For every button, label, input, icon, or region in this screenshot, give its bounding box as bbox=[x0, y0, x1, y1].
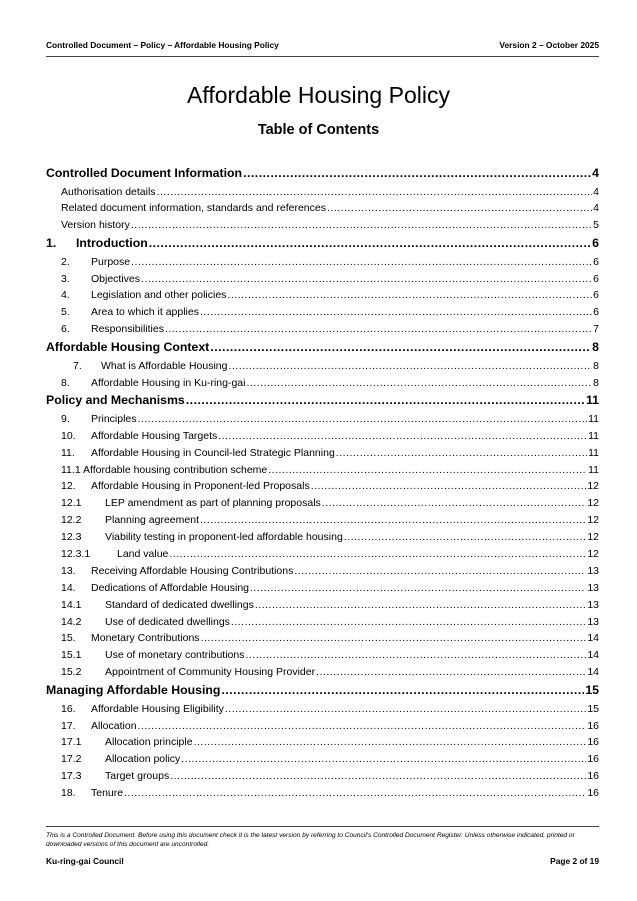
toc-entry[interactable] bbox=[46, 304, 599, 321]
header-document-title: Controlled Document – Policy – Affordable Housing Policy bbox=[46, 40, 279, 50]
toc-entry-number: 16. bbox=[61, 702, 76, 715]
toc-entry-page: 6 bbox=[593, 255, 599, 268]
toc-dot-leader bbox=[186, 391, 585, 411]
toc-entry[interactable] bbox=[46, 664, 599, 681]
toc-entry-label: Version history bbox=[61, 219, 130, 232]
toc-entry-label: Allocation bbox=[91, 719, 137, 732]
toc-entry-page: 4 bbox=[592, 166, 599, 180]
toc-entry-label: 11.1 Affordable housing contribution scheme bbox=[61, 463, 268, 476]
toc-dot-leader bbox=[268, 462, 587, 479]
toc-entry[interactable] bbox=[46, 462, 599, 479]
toc-entry[interactable] bbox=[46, 478, 599, 495]
toc-entry-page: 11 bbox=[588, 412, 599, 425]
toc-entry-number: 8. bbox=[61, 376, 70, 389]
toc-entry[interactable] bbox=[46, 495, 599, 512]
toc-heading: Table of Contents bbox=[257, 122, 380, 138]
toc-entry-page: 4 bbox=[593, 202, 599, 215]
toc-entry-label: Affordable Housing in Proponent-led Proposals bbox=[91, 480, 310, 493]
toc-entry[interactable] bbox=[46, 445, 599, 462]
toc-entry-label: Purpose bbox=[91, 255, 131, 268]
toc-entry-page: 6 bbox=[593, 272, 599, 285]
toc-entry-page: 11 bbox=[588, 429, 599, 442]
toc-entry-page: 4 bbox=[593, 185, 599, 198]
toc-entry-label: Affordable Housing Context bbox=[46, 340, 210, 355]
toc-entry-page: 14 bbox=[587, 666, 599, 679]
toc-entry-number: 17.3 bbox=[61, 770, 82, 783]
toc-entry-page: 16 bbox=[587, 787, 599, 800]
footer-organisation: Ku-ring-gai Council bbox=[46, 856, 124, 866]
toc-entry-page: 16 bbox=[587, 736, 599, 749]
toc-entry[interactable] bbox=[46, 321, 599, 338]
header-version: Version 2 – October 2025 bbox=[499, 40, 599, 50]
toc-entry[interactable] bbox=[46, 217, 599, 234]
toc-entry-label: What is Affordable Housing bbox=[101, 359, 228, 372]
toc-entry[interactable] bbox=[46, 630, 599, 647]
toc-entry-number: 17.2 bbox=[61, 753, 82, 766]
toc-entry[interactable] bbox=[46, 580, 599, 597]
toc-dot-leader bbox=[194, 734, 587, 751]
toc-entry[interactable] bbox=[46, 287, 599, 304]
toc-entry[interactable] bbox=[46, 597, 599, 614]
toc-dot-leader bbox=[218, 428, 587, 445]
toc-entry-page: 5 bbox=[593, 219, 599, 232]
toc-entry-label: LEP amendment as part of planning proposals bbox=[105, 497, 321, 510]
toc-dot-leader bbox=[221, 681, 584, 701]
toc-entry-page: 8 bbox=[593, 376, 599, 389]
toc-entry-number: 18. bbox=[61, 787, 76, 800]
toc-entry-number: 10. bbox=[61, 429, 76, 442]
toc-entry-label: Affordable Housing in Council-led Strategic Planning bbox=[91, 446, 335, 459]
toc-dot-leader bbox=[157, 184, 593, 201]
toc-dot-leader bbox=[311, 478, 587, 495]
toc-entry-number: 12.3.1 bbox=[61, 548, 91, 561]
toc-dot-leader bbox=[200, 304, 592, 321]
toc-dot-leader bbox=[227, 287, 592, 304]
toc-entry-page: 13 bbox=[587, 581, 599, 594]
toc-entry-number: 15.1 bbox=[61, 649, 82, 662]
toc-dot-leader bbox=[250, 580, 586, 597]
toc-dot-leader bbox=[200, 512, 586, 529]
toc-dot-leader bbox=[149, 234, 591, 254]
toc-entry-page: 13 bbox=[587, 615, 599, 628]
toc-entry-page: 13 bbox=[587, 598, 599, 611]
toc-entry-page: 11 bbox=[588, 463, 599, 476]
toc-entry-page: 16 bbox=[587, 753, 599, 766]
toc-entry-number: 4. bbox=[61, 289, 70, 302]
toc-dot-leader bbox=[169, 546, 586, 563]
toc-entry-number: 7. bbox=[73, 359, 82, 372]
toc-entry-label: Use of dedicated dwellings bbox=[105, 615, 230, 628]
toc-entry-label: Affordable Housing Eligibility bbox=[91, 702, 224, 715]
toc-dot-leader bbox=[138, 718, 587, 735]
toc-entry-page: 6 bbox=[593, 306, 599, 319]
toc-entry[interactable] bbox=[46, 411, 599, 428]
toc-entry-number: 12. bbox=[61, 480, 76, 493]
toc-entry-page: 15 bbox=[587, 702, 599, 715]
toc-entry-label: Viability testing in proponent-led affordable housing bbox=[105, 531, 343, 544]
toc-entry-page: 8 bbox=[593, 359, 599, 372]
toc-dot-leader bbox=[210, 338, 591, 358]
toc-entry-number: 17.1 bbox=[61, 736, 82, 749]
toc-entry-label: Planning agreement bbox=[105, 514, 199, 527]
controlled-document-notice: This is a Controlled Document. Before using this document check it is the latest version by referring to Council's Controlled Document Register. Unless otherwise indicated, printed or downloaded versions of this document are uncontrolled. bbox=[46, 826, 599, 849]
toc-entry-page: 13 bbox=[587, 564, 599, 577]
toc-entry[interactable] bbox=[46, 375, 599, 392]
toc-entry-label: Monetary Contributions bbox=[91, 632, 200, 645]
toc-entry[interactable] bbox=[46, 254, 599, 271]
toc-dot-leader bbox=[141, 271, 592, 288]
toc-entry-number: 12.3 bbox=[61, 531, 82, 544]
toc-entry-label: Legislation and other policies bbox=[91, 289, 227, 302]
toc-entry-number: 11. bbox=[61, 446, 75, 459]
toc-entry-page: 8 bbox=[592, 340, 599, 355]
toc-entry-label: Managing Affordable Housing bbox=[46, 683, 221, 698]
toc-dot-leader bbox=[201, 630, 587, 647]
toc-entry-label: Allocation policy bbox=[105, 753, 181, 766]
toc-entry[interactable] bbox=[46, 768, 599, 785]
toc-entry-number: 14. bbox=[61, 581, 76, 594]
toc-entry-label: Authorisation details bbox=[61, 185, 156, 198]
toc-entry[interactable] bbox=[46, 391, 599, 411]
toc-dot-leader bbox=[316, 664, 586, 681]
toc-dot-leader bbox=[225, 701, 586, 718]
toc-entry-page: 15 bbox=[585, 683, 599, 698]
toc-entry[interactable] bbox=[46, 614, 599, 631]
toc-entry[interactable] bbox=[46, 751, 599, 768]
toc-entry-page: 14 bbox=[587, 632, 599, 645]
toc-entry-page: 12 bbox=[587, 480, 599, 493]
toc-entry[interactable] bbox=[46, 184, 599, 201]
toc-dot-leader bbox=[181, 751, 586, 768]
toc-entry-page: 6 bbox=[593, 289, 599, 302]
toc-entry-label: Tenure bbox=[91, 787, 124, 800]
toc-dot-leader bbox=[255, 597, 586, 614]
toc-entry-label: Dedications of Affordable Housing bbox=[91, 581, 249, 594]
toc-entry-number: 14.1 bbox=[61, 598, 82, 611]
toc-entry-number: 15.2 bbox=[61, 666, 82, 679]
toc-entry[interactable] bbox=[46, 200, 599, 217]
toc-entry[interactable] bbox=[46, 338, 599, 358]
toc-dot-leader bbox=[327, 200, 592, 217]
toc-dot-leader bbox=[336, 445, 587, 462]
page-header bbox=[46, 40, 599, 57]
toc-entry-label: Introduction bbox=[76, 236, 148, 251]
toc-dot-leader bbox=[165, 321, 592, 338]
toc-entry-label: Use of monetary contributions bbox=[105, 649, 245, 662]
toc-entry[interactable] bbox=[46, 563, 599, 580]
toc-dot-leader bbox=[131, 254, 592, 271]
page-title: Affordable Housing Policy bbox=[187, 82, 450, 108]
toc-entry-number: 9. bbox=[61, 412, 70, 425]
toc-entry[interactable] bbox=[46, 718, 599, 735]
toc-entry-label: Controlled Document Information bbox=[46, 166, 243, 180]
toc-entry-label: Policy and Mechanisms bbox=[46, 393, 185, 408]
toc-entry-number: 15. bbox=[61, 632, 76, 645]
toc-entry-page: 12 bbox=[587, 514, 599, 527]
toc-dot-leader bbox=[245, 647, 586, 664]
toc-entry-number: 13. bbox=[61, 564, 76, 577]
toc-entry-label: Standard of dedicated dwellings bbox=[105, 598, 254, 611]
toc-entry-page: 11 bbox=[588, 446, 599, 459]
toc-dot-leader bbox=[228, 358, 592, 375]
toc-entry[interactable] bbox=[46, 546, 599, 563]
toc-entry-number: 17. bbox=[61, 719, 76, 732]
toc-entry-label: Affordable Housing Targets bbox=[91, 429, 218, 442]
toc-entry-page: 16 bbox=[587, 770, 599, 783]
toc-entry[interactable] bbox=[46, 734, 599, 751]
toc-entry-label: Appointment of Community Housing Provider bbox=[105, 666, 316, 679]
page-footer bbox=[46, 856, 599, 866]
toc-entry-number: 2. bbox=[61, 255, 70, 268]
toc-entry-page: 14 bbox=[587, 649, 599, 662]
toc-dot-leader bbox=[124, 785, 586, 802]
toc-entry-page: 12 bbox=[587, 531, 599, 544]
toc-entry-label: Principles bbox=[91, 412, 137, 425]
toc-entry[interactable] bbox=[46, 701, 599, 718]
toc-entry-number: 6. bbox=[61, 323, 70, 336]
toc-entry-number: 12.2 bbox=[61, 514, 82, 527]
toc-entry-label: Land value bbox=[117, 548, 169, 561]
toc-entry-number: 1. bbox=[46, 236, 57, 251]
toc-dot-leader bbox=[294, 563, 586, 580]
toc-dot-leader bbox=[138, 411, 588, 428]
toc-entry[interactable] bbox=[46, 647, 599, 664]
toc-entry[interactable] bbox=[46, 358, 599, 375]
toc-entry[interactable] bbox=[46, 164, 599, 184]
toc-dot-leader bbox=[231, 614, 586, 631]
toc-entry[interactable] bbox=[46, 512, 599, 529]
toc-entry-label: Affordable Housing in Ku-ring-gai bbox=[91, 376, 246, 389]
toc-entry[interactable] bbox=[46, 234, 599, 254]
toc-entry-label: Allocation principle bbox=[105, 736, 193, 749]
toc-entry[interactable] bbox=[46, 529, 599, 546]
footer-page-number: Page 2 of 19 bbox=[550, 856, 599, 866]
toc-entry-label: Related document information, standards and references bbox=[61, 202, 326, 215]
toc-entry-label: Target groups bbox=[105, 770, 170, 783]
toc-entry-page: 12 bbox=[587, 497, 599, 510]
toc-entry-page: 12 bbox=[587, 548, 599, 561]
toc-entry-page: 11 bbox=[586, 393, 599, 408]
toc-entry-number: 14.2 bbox=[61, 615, 82, 628]
toc-dot-leader bbox=[322, 495, 587, 512]
toc-dot-leader bbox=[246, 375, 592, 392]
toc-dot-leader bbox=[243, 164, 591, 184]
toc-entry[interactable] bbox=[46, 428, 599, 445]
toc-entry-number: 3. bbox=[61, 272, 70, 285]
toc-entry-page: 16 bbox=[587, 719, 599, 732]
table-of-contents bbox=[46, 164, 599, 802]
toc-entry-label: Receiving Affordable Housing Contributions bbox=[91, 564, 294, 577]
toc-dot-leader bbox=[344, 529, 587, 546]
toc-entry-number: 12.1 bbox=[61, 497, 82, 510]
toc-entry-number: 5. bbox=[61, 306, 70, 319]
toc-entry-page: 7 bbox=[593, 323, 599, 336]
toc-dot-leader bbox=[131, 217, 592, 234]
toc-entry-label: Objectives bbox=[91, 272, 141, 285]
toc-entry-label: Area to which it applies bbox=[91, 306, 199, 319]
toc-dot-leader bbox=[170, 768, 586, 785]
toc-entry[interactable] bbox=[46, 271, 599, 288]
toc-entry[interactable] bbox=[46, 785, 599, 802]
toc-entry-page: 6 bbox=[592, 236, 599, 251]
toc-entry-label: Responsibilities bbox=[91, 323, 164, 336]
toc-entry[interactable] bbox=[46, 681, 599, 701]
